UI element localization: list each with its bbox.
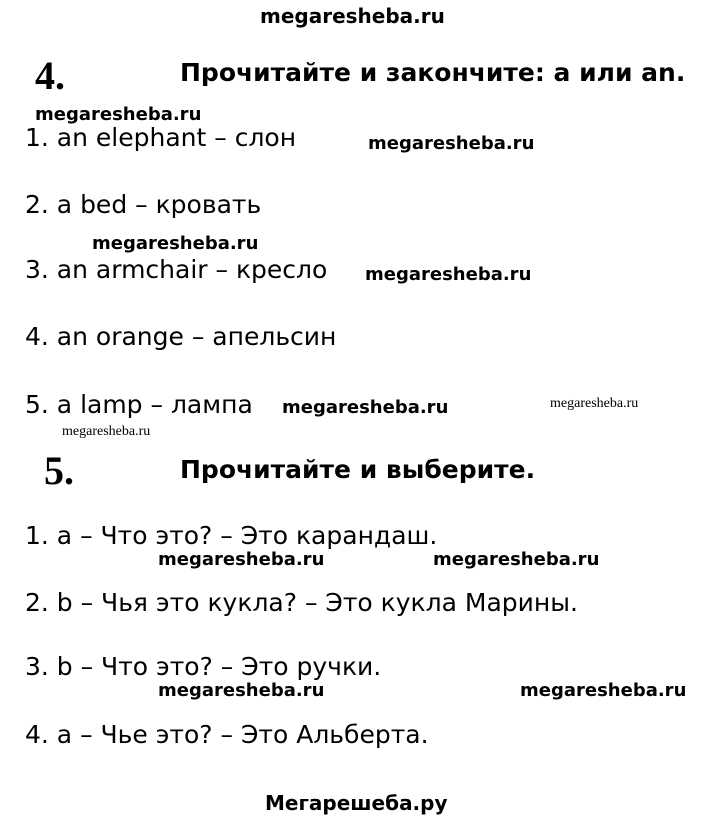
watermark: megaresheba.ru <box>282 397 449 418</box>
header-site-name: megaresheba.ru <box>260 4 445 28</box>
exercise-5-line-4: 4. a – Чье это? – Это Альберта. <box>25 720 429 749</box>
watermark: megaresheba.ru <box>520 680 687 701</box>
exercise-4-line-2: 2. a bed – кровать <box>25 190 262 219</box>
exercise-4-number: 4. <box>35 53 65 98</box>
exercise-5-number: 5. <box>44 448 74 493</box>
watermark: megaresheba.ru <box>158 680 325 701</box>
watermark: megaresheba.ru <box>92 233 259 254</box>
exercise-4-title: Прочитайте и закончите: a или an. <box>180 58 686 87</box>
footer-site-name: Мегарешеба.ру <box>265 791 448 815</box>
exercise-5-line-2: 2. b – Чья это кукла? – Это кукла Марины. <box>25 588 578 617</box>
exercise-4-line-5: 5. a lamp – лампа <box>25 390 253 419</box>
watermark: megaresheba.ru <box>35 104 202 125</box>
watermark: megaresheba.ru <box>158 549 325 570</box>
exercise-4-line-4: 4. an orange – апельсин <box>25 322 337 351</box>
watermark: megaresheba.ru <box>550 396 639 411</box>
watermark: megaresheba.ru <box>365 264 532 285</box>
watermark: megaresheba.ru <box>62 424 151 439</box>
exercise-5-line-1: 1. a – Что это? – Это карандаш. <box>25 521 438 550</box>
exercise-5-line-3: 3. b – Что это? – Это ручки. <box>25 652 382 681</box>
exercise-4-line-1: 1. an elephant – слон <box>25 123 297 152</box>
watermark: megaresheba.ru <box>368 133 535 154</box>
watermark: megaresheba.ru <box>433 549 600 570</box>
exercise-4-line-3: 3. an armchair – кресло <box>25 255 328 284</box>
exercise-5-title: Прочитайте и выберите. <box>180 455 536 484</box>
